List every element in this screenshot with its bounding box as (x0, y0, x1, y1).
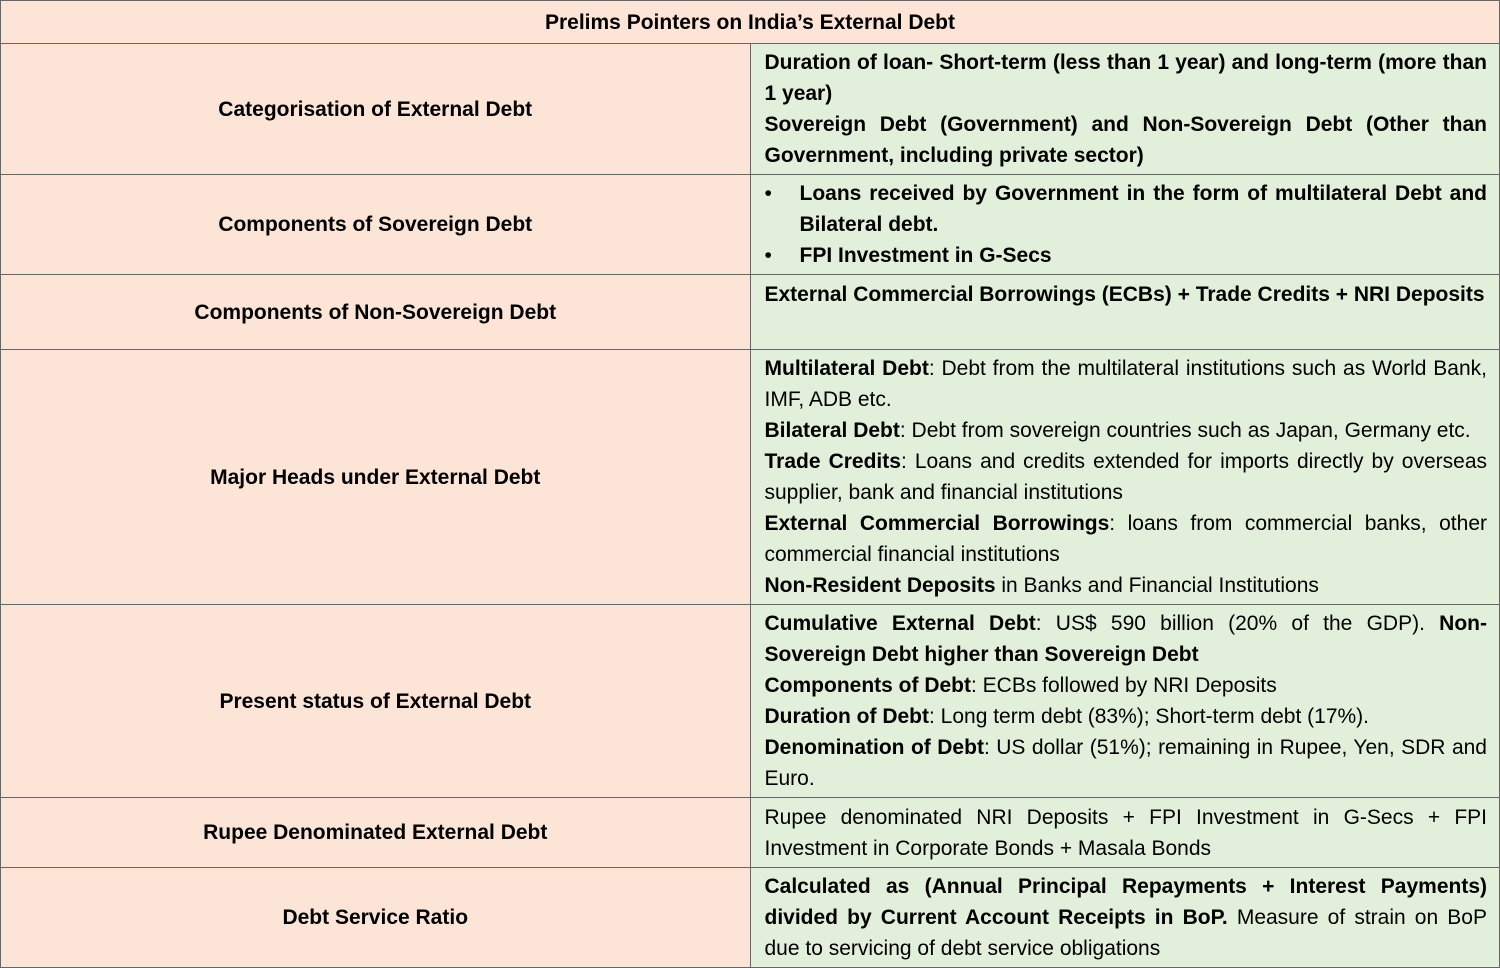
major-head-term: Bilateral Debt (764, 419, 900, 442)
major-head-desc: in Banks and Financial Institutions (995, 574, 1319, 597)
row-head-nonsovereign-components: Components of Non-Sovereign Debt (1, 275, 751, 350)
row-head-major-heads: Major Heads under External Debt (1, 350, 751, 605)
dsr-definition: Calculated as (Annual Principal Repayments + Interest Payments) divided by Current Account Receipts in BoP. (764, 875, 1487, 929)
major-head-term: Trade Credits (764, 450, 901, 473)
status-item (765, 701, 1488, 732)
categorisation-line: Sovereign Debt (Government) and Non-Sovereign Debt (Other than Government, including private sector) (764, 113, 1487, 167)
major-head-term: Non-Resident Deposits (764, 574, 996, 597)
status-item (765, 608, 1488, 670)
table-title: Prelims Pointers on India’s External Debt (1, 1, 1500, 44)
major-head-item (765, 570, 1488, 601)
row-body-debt-service-ratio (750, 868, 1500, 968)
status-desc: : US dollar (51%); remaining in Rupee, Yen, SDR and Euro. (764, 736, 1487, 790)
major-head-term: Multilateral Debt (764, 357, 929, 380)
status-term: Denomination of Debt (764, 736, 984, 759)
status-desc: : ECBs followed by NRI Deposits (970, 674, 1277, 697)
table-row (1, 175, 1500, 275)
bullet-text: Loans received by Government in the form of multilateral Debt and Bilateral debt. (799, 182, 1487, 236)
bullet-text: FPI Investment in G-Secs (799, 244, 1052, 267)
list-item (765, 178, 1488, 240)
major-head-item (765, 508, 1488, 570)
table-row (1, 605, 1500, 798)
major-head-desc: : Loans and credits extended for imports directly by overseas supplier, bank and financial institutions (764, 450, 1487, 504)
status-item (765, 732, 1488, 794)
dsr-note: Measure of strain on BoP due to servicing of debt service obligations (764, 906, 1487, 960)
row-head-debt-service-ratio: Debt Service Ratio (1, 868, 751, 968)
major-head-item (765, 446, 1488, 508)
bullet-icon: • (764, 182, 772, 205)
row-body-categorisation (750, 44, 1500, 175)
row-head-present-status: Present status of External Debt (1, 605, 751, 798)
status-term: Components of Debt (764, 674, 971, 697)
table-row (1, 44, 1500, 175)
row-head-sovereign-components: Components of Sovereign Debt (1, 175, 751, 275)
major-head-desc: : loans from commercial banks, other commercial financial institutions (764, 512, 1487, 566)
status-term: Cumulative External Debt (764, 612, 1036, 635)
table-row (1, 275, 1500, 350)
row-head-rupee-denominated: Rupee Denominated External Debt (1, 798, 751, 868)
row-body-sovereign-components (750, 175, 1500, 275)
major-head-item (765, 415, 1488, 446)
status-highlight: Non-Sovereign Debt higher than Sovereign Debt (764, 612, 1487, 666)
title-row (1, 1, 1500, 44)
row-body-rupee-denominated: Rupee denominated NRI Deposits + FPI Investment in G-Secs + FPI Investment in Corporate Bonds + Masala Bonds (750, 798, 1500, 868)
list-item (765, 240, 1488, 271)
major-head-term: External Commercial Borrowings (764, 512, 1110, 535)
categorisation-line: Duration of loan- Short-term (less than 1 year) and long-term (more than 1 year) (764, 51, 1487, 105)
major-head-desc: : Debt from the multilateral institutions such as World Bank, IMF, ADB etc. (764, 357, 1488, 411)
table-row (1, 350, 1500, 605)
status-desc: : US$ 590 billion (20% of the GDP). (1035, 612, 1440, 635)
row-body-nonsovereign-components: External Commercial Borrowings (ECBs) + Trade Credits + NRI Deposits (750, 275, 1500, 350)
sovereign-bullet-list (765, 178, 1488, 271)
row-body-present-status (750, 605, 1500, 798)
major-head-item (765, 353, 1488, 415)
table-row (1, 868, 1500, 968)
major-head-desc: : Debt from sovereign countries such as Japan, Germany etc. (899, 419, 1471, 442)
status-desc: : Long term debt (83%); Short-term debt (17%). (928, 705, 1370, 728)
row-head-categorisation: Categorisation of External Debt (1, 44, 751, 175)
status-term: Duration of Debt (764, 705, 929, 728)
bullet-icon: • (764, 244, 772, 267)
status-item (765, 670, 1488, 701)
table-row (1, 798, 1500, 868)
row-body-major-heads (750, 350, 1500, 605)
